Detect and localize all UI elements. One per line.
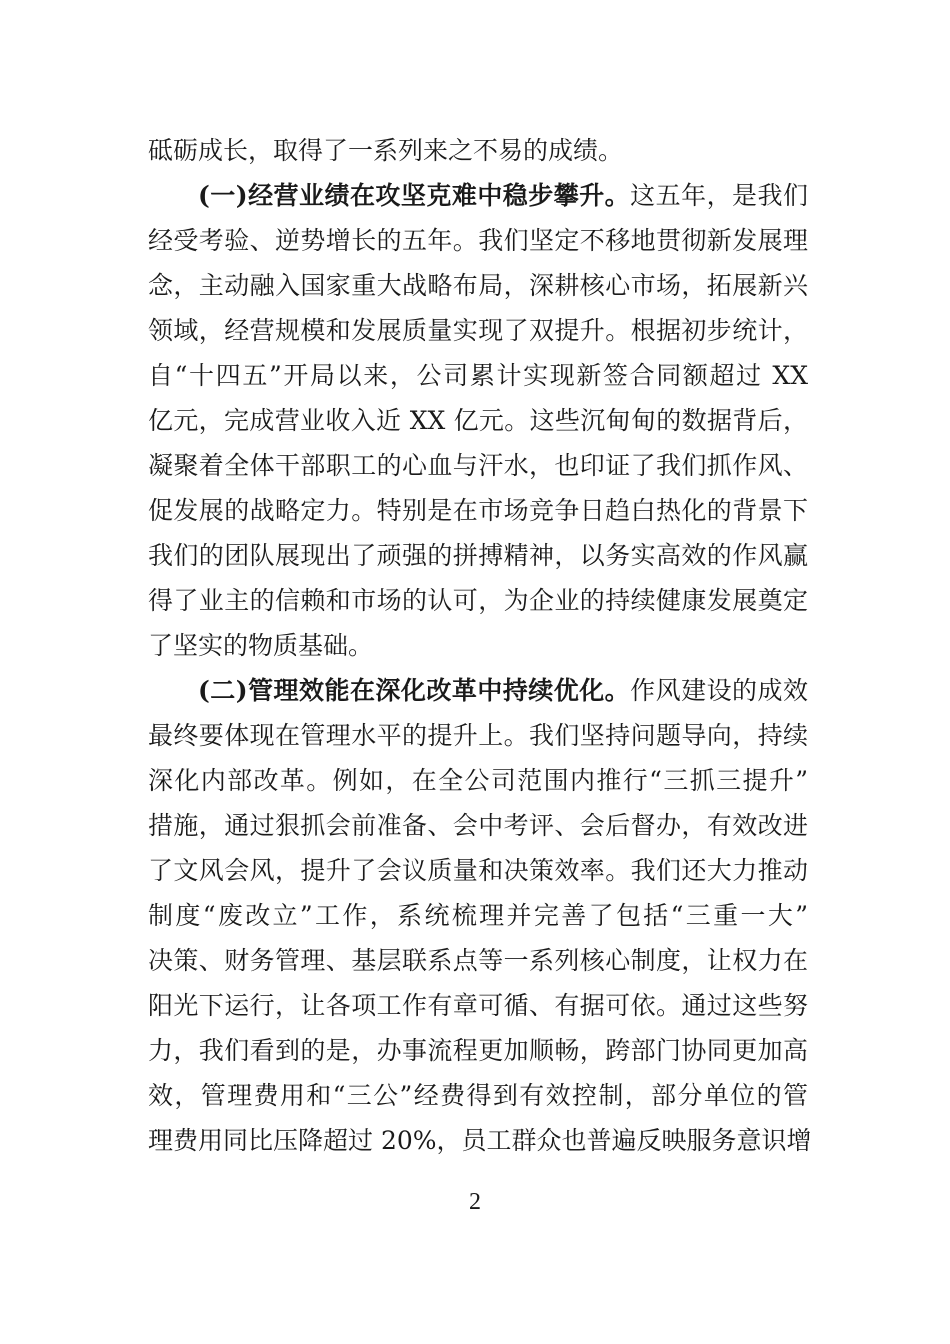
text-line: 得了业主的信赖和市场的认可，为企业的持续健康发展奠定 bbox=[148, 586, 808, 615]
text-line: 凝聚着全体干部职工的心血与汗水，也印证了我们抓作风、 bbox=[148, 451, 808, 480]
text-line: 念，主动融入国家重大战略布局，深耕核心市场，拓展新兴 bbox=[148, 271, 808, 300]
text-line: 促发展的战略定力。特别是在市场竞争日趋白热化的背景下 bbox=[148, 496, 808, 525]
text-line: 最终要体现在管理水平的提升上。我们坚持问题导向，持续 bbox=[148, 721, 808, 750]
section-heading: (二)管理效能在深化改革中持续优化。 bbox=[198, 676, 631, 705]
text-line: 阳光下运行，让各项工作有章可循、有据可依。通过这些努 bbox=[148, 991, 808, 1020]
section-heading-line: (二)管理效能在深化改革中持续优化。作风建设的成效 bbox=[198, 676, 808, 705]
text-line: 措施，通过狠抓会前准备、会中考评、会后督办，有效改进 bbox=[148, 811, 808, 840]
text-line: 我们的团队展现出了顽强的拼搏精神，以务实高效的作风赢 bbox=[148, 541, 808, 570]
text-line: 深化内部改革。例如，在全公司范围内推行“三抓三提升” bbox=[148, 766, 808, 795]
text-line: 了文风会风，提升了会议质量和决策效率。我们还大力推动 bbox=[148, 856, 808, 885]
text-line: 制度“废改立”工作，系统梳理并完善了包括“三重一大” bbox=[148, 901, 808, 930]
text-line: 力，我们看到的是，办事流程更加顺畅，跨部门协同更加高 bbox=[148, 1036, 808, 1065]
text-line: 效，管理费用和“三公”经费得到有效控制，部分单位的管 bbox=[148, 1081, 808, 1110]
text-line: 砥砺成长，取得了一系列来之不易的成绩。 bbox=[148, 136, 624, 165]
text-line: 决策、财务管理、基层联系点等一系列核心制度，让权力在 bbox=[148, 946, 808, 975]
text-line: 经受考验、逆势增长的五年。我们坚定不移地贯彻新发展理 bbox=[148, 226, 808, 255]
text-line: 自“十四五”开局以来，公司累计实现新签合同额超过 XX bbox=[148, 361, 808, 390]
section-heading: (一)经营业绩在攻坚克难中稳步攀升。 bbox=[198, 181, 631, 210]
page-number: 2 bbox=[469, 1189, 481, 1215]
text-line: 理费用同比压降超过 20%，员工群众也普遍反映服务意识增 bbox=[148, 1126, 812, 1155]
text-line: 领域，经营规模和发展质量实现了双提升。根据初步统计， bbox=[148, 316, 808, 345]
text-line: 亿元，完成营业收入近 XX 亿元。这些沉甸甸的数据背后， bbox=[148, 406, 808, 435]
section-heading-line: (一)经营业绩在攻坚克难中稳步攀升。这五年，是我们 bbox=[198, 181, 808, 210]
text-line: 了坚实的物质基础。 bbox=[148, 631, 374, 660]
